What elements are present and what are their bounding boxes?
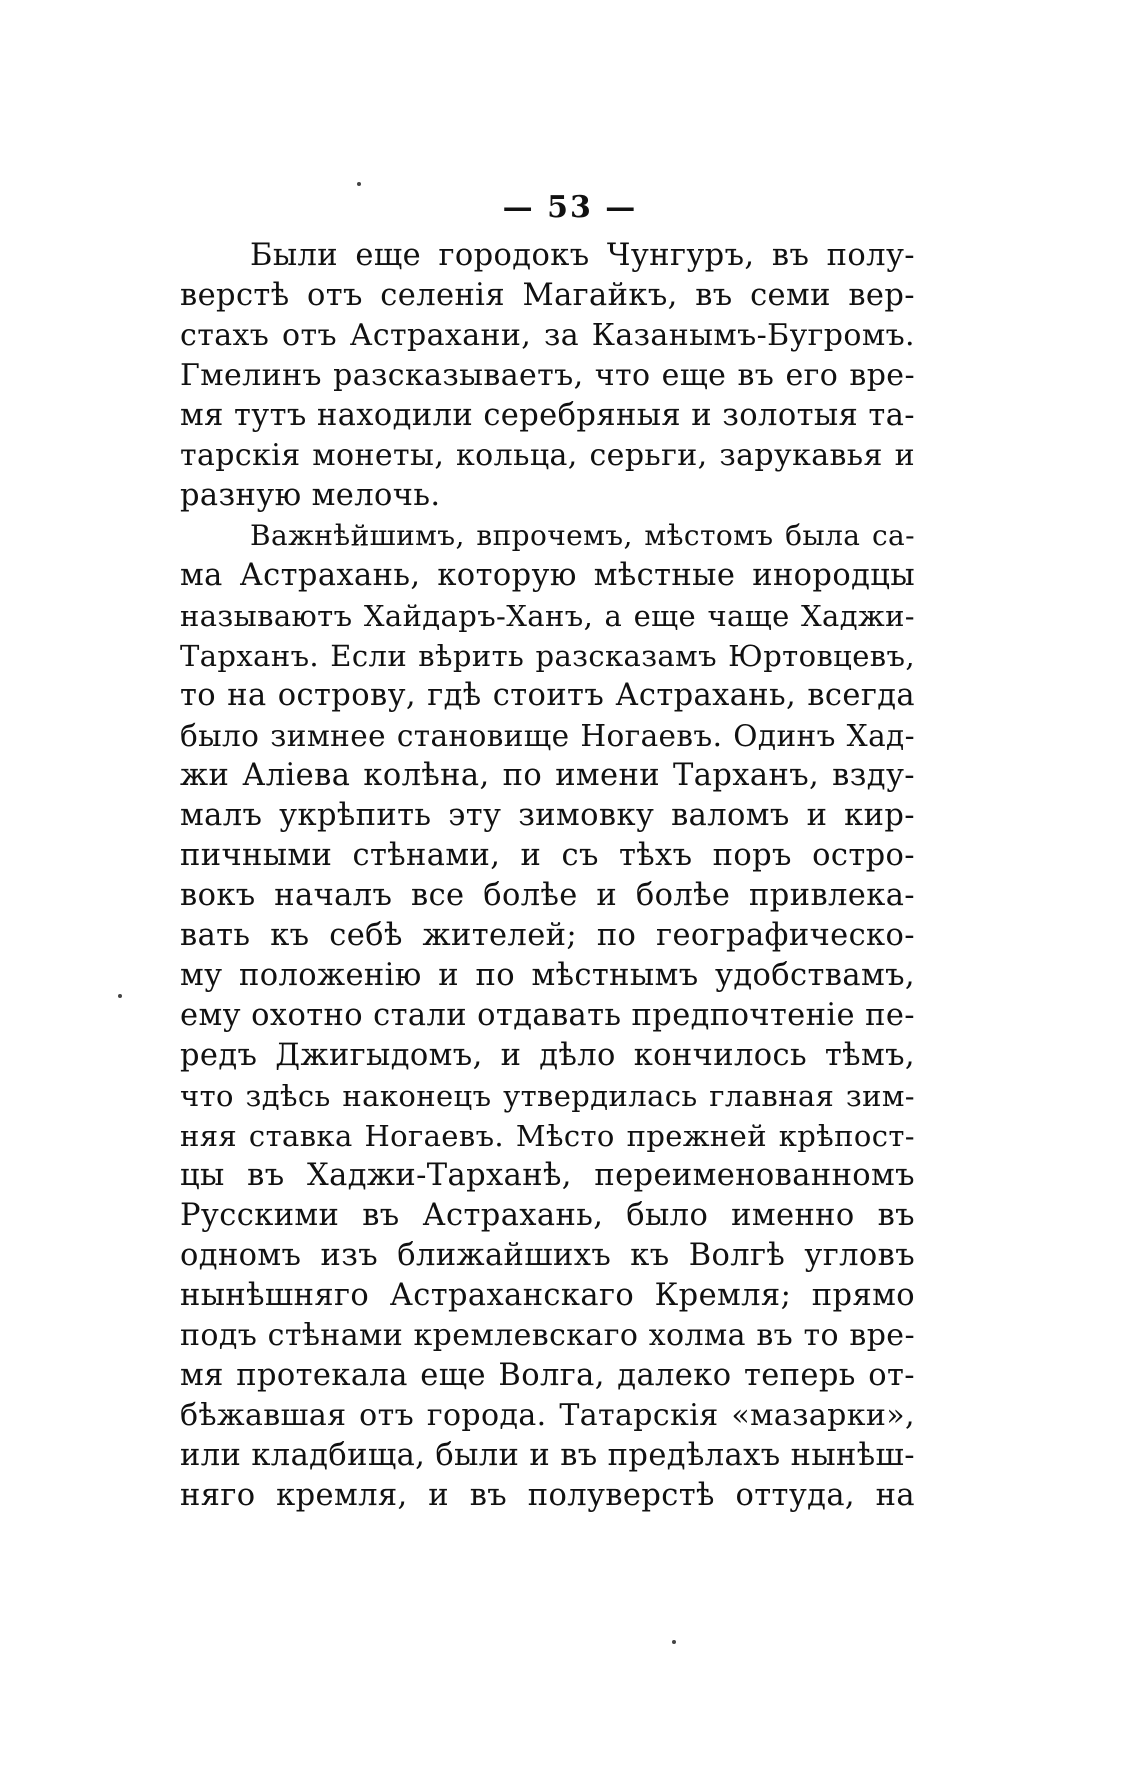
text-line: Гмелинъ разсказываетъ, что еще въ его вре- <box>180 358 915 393</box>
text-line: Важнѣйшимъ, впрочемъ, мѣстомъ была са- <box>250 519 915 552</box>
text-line: Русскими въ Астрахань, было именно въ <box>180 1198 915 1233</box>
text-line: нынѣшняго Астраханскаго Кремля; прямо <box>180 1278 915 1313</box>
text-line: редъ Джигыдомъ, и дѣло кончилось тѣмъ, <box>180 1038 915 1073</box>
text-line: тарскія монеты, кольца, серьги, зарукавья и <box>180 438 915 473</box>
text-line: цы въ Хаджи-Тарханѣ, переименованномъ <box>180 1158 915 1193</box>
text-line: называютъ Хайдаръ-Ханъ, а еще чаще Хаджи- <box>180 599 915 633</box>
text-line: разную мелочь. <box>180 478 441 513</box>
text-line: что здѣсь наконецъ утвердилась главная зим- <box>180 1079 915 1113</box>
text-line: ему охотно стали отдавать предпочтеніе пе- <box>180 998 915 1033</box>
text-line: или кладбища, были и въ предѣлахъ нынѣш- <box>180 1438 915 1473</box>
text-line: стахъ отъ Астрахани, за Казанымъ-Бугромъ. <box>180 318 915 353</box>
text-line: вать къ себѣ жителей; по географическо- <box>180 918 915 953</box>
text-line: бѣжавшая отъ города. Татарскія «мазарки», <box>180 1398 915 1433</box>
text-line: няя ставка Ногаевъ. Мѣсто прежней крѣпост- <box>180 1119 915 1153</box>
text-line: мя протекала еще Волга, далеко теперь от- <box>180 1358 915 1393</box>
text-line: жи Аліева колѣна, по имени Тарханъ, взду- <box>180 758 915 793</box>
text-line: подъ стѣнами кремлевскаго холма въ то вре- <box>180 1318 915 1353</box>
text-line: му положенію и по мѣстнымъ удобствамъ, <box>180 958 915 993</box>
text-line: одномъ изъ ближайшихъ къ Волгѣ угловъ <box>180 1238 915 1273</box>
text-line: то на острову, гдѣ стоитъ Астрахань, всегда <box>180 678 915 713</box>
ink-speck <box>672 1640 676 1644</box>
text-line: пичными стѣнами, и съ тѣхъ поръ остро- <box>180 838 915 873</box>
text-line: Были еще городокъ Чунгуръ, въ полу- <box>250 238 915 273</box>
text-line: вокъ началъ все болѣе и болѣе привлека- <box>180 878 915 913</box>
text-line: Тарханъ. Если вѣрить разсказамъ Юртовцевъ, <box>180 639 915 673</box>
text-line: мя тутъ находили серебряныя и золотыя та- <box>180 398 915 433</box>
text-line: верстѣ отъ селенія Магайкъ, въ семи вер- <box>180 278 915 313</box>
text-line: няго кремля, и въ полуверстѣ оттуда, на <box>180 1478 915 1513</box>
text-line: малъ укрѣпить эту зимовку валомъ и кир- <box>180 798 915 833</box>
text-line: ма Астрахань, которую мѣстные инородцы <box>180 558 915 593</box>
ink-speck <box>118 994 122 998</box>
text-line: было зимнее становище Ногаевъ. Одинъ Хад- <box>180 719 915 753</box>
ink-speck <box>357 182 361 186</box>
page-number: — 53 — <box>502 190 638 225</box>
